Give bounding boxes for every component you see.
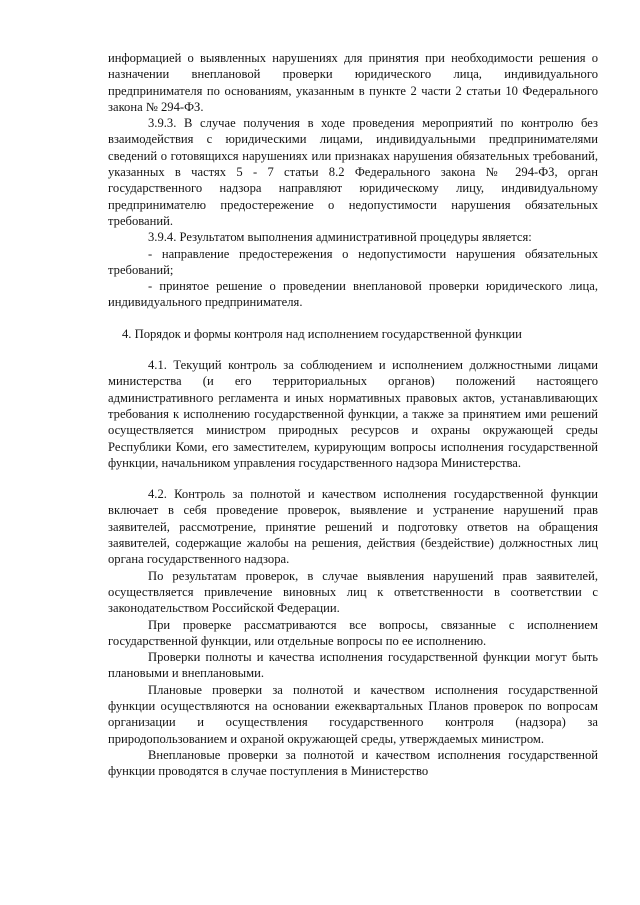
paragraph-3-9-3: 3.9.3. В случае получения в ходе проведения мероприятий по контролю без взаимодействия с юридическими лицами, индивидуальными предпринимателями сведений о готовящихся нарушениях или признаках нарушения обязательных требований, указанных в частях 5 - 7 статьи 8.2 Федерального закона № 294-ФЗ, орган государственного надзора направляют юридическому лицу, индивидуальному предпринимателю предостережение о недопустимости нарушения обязательных требований. — [108, 116, 598, 228]
paragraph-3-9-4: 3.9.4. Результатом выполнения административной процедуры является: — [148, 230, 532, 245]
paragraph-results: По результатам проверок, в случае выявления нарушений прав заявителей, осуществляется привлечение виновных лиц к ответственности в соответствии с законодательством Российской Федерации. — [108, 568, 598, 616]
paragraph-planned-checks: Плановые проверки за полнотой и качеством исполнения государственной функции осуществляются на основании ежеквартальных Планов проверок по вопросам организации и осуществления государственного контроля (надзора) за природопользованием и охраной окружающей среды, утверждаемых министром. — [108, 682, 598, 746]
paragraph-unplanned-checks: Внеплановые проверки за полнотой и качеством исполнения государственной функции проводятся в случае поступления в Министерство — [108, 747, 598, 779]
list-item-warning: - направление предостережения о недопустимости нарушения обязательных требований; — [108, 246, 598, 277]
paragraph-continuation: информацией о выявленных нарушениях для принятия при необходимости решения о назначении внеплановой проверки юридического лица, индивидуального предпринимателя по основаниям, указанным в пункте 2 части 2 статьи 10 Федерального закона № 294-ФЗ. — [108, 51, 598, 114]
list-item-decision: - принятое решение о проведении внеплановой проверки юридического лица, индивидуального предпринимателя. — [108, 279, 598, 310]
section-heading: 4. Порядок и формы контроля над исполнением государственной функции — [122, 326, 522, 341]
paragraph-4-2: 4.2. Контроль за полнотой и качеством исполнения государственной функции включает в себя проведение проверок, выявление и устранение нарушений прав заявителей, рассмотрение, принятие решений и подготовку ответов на обращения заявителей, содержащие жалобы на решения, действия (бездействие) должностных лиц органа государственного надзора. — [108, 487, 598, 567]
paragraph-4-1: 4.1. Текущий контроль за соблюдением и исполнением должностными лицами министерства (и его территориальных органов) положений настоящего административного регламента и иных нормативных правовых актов, устанавливающих требования к исполнению государственной функции, а также за принятием ими решений осуществляется министром природных ресурсов и охраны окружающей среды Республики Коми, его заместителем, курирующим вопросы исполнения государственной функции, начальником управления государственного надзора Министерства. — [108, 358, 598, 470]
paragraph-scope: При проверке рассматриваются все вопросы, связанные с исполнением государственной функции, или отдельные вопросы по ее исполнению. — [108, 617, 598, 648]
document-page — [108, 50, 598, 779]
paragraph-check-types: Проверки полноты и качества исполнения государственной функции могут быть плановыми и внеплановыми. — [108, 650, 598, 681]
